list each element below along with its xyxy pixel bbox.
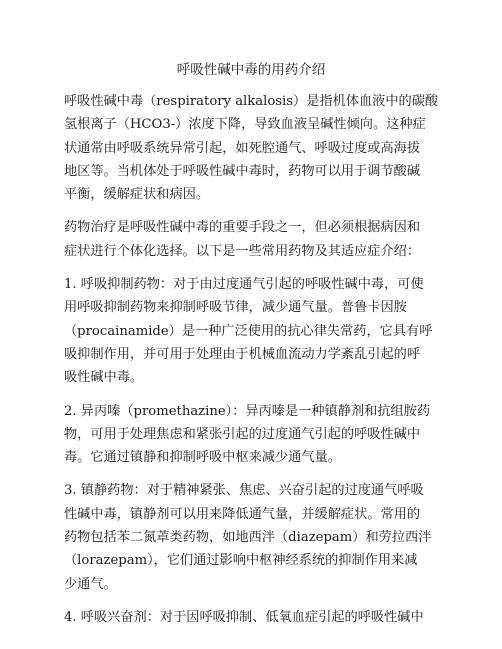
paragraph-line: 物，可用于处理焦虑和紧张引起的过度通气引起的呼吸性碱中 bbox=[64, 426, 421, 442]
paragraph-item-2 bbox=[64, 400, 438, 470]
paragraph-line: 呼吸性碱中毒（respiratory alkalosis）是指机体血液中的碳酸 bbox=[64, 94, 439, 109]
paragraph-line: 少通气。 bbox=[64, 576, 117, 592]
paragraph-line: 氢根离子（HCO3-）浓度下降，导致血液呈碱性倾向。这种症 bbox=[64, 117, 426, 133]
paragraph-item-4 bbox=[64, 606, 438, 629]
paragraph-line: 性碱中毒，镇静剂可以用来降低通气量，并缓解症状。常用的 bbox=[64, 506, 421, 522]
paragraph-line: 药物包括苯二氮䓬类药物，如地西泮（diazepam）和劳拉西泮 bbox=[64, 530, 432, 546]
paragraph-line: 用呼吸抑制药物来抑制呼吸节律，减少通气量。普鲁卡因胺 bbox=[64, 300, 407, 316]
paragraph-line: 状通常由呼吸系统异常引起，如死腔通气、呼吸过度或高海拔 bbox=[64, 140, 421, 156]
paragraph-overview bbox=[64, 216, 438, 263]
paragraph-line: 3. 镇静药物：对于精神紧张、焦虑、兴奋引起的过度通气呼吸 bbox=[64, 483, 424, 499]
paragraph-line: 吸抑制作用，并可用于处理由于机械血流动力学紊乱引起的呼 bbox=[64, 346, 421, 362]
paragraph-item-3 bbox=[64, 479, 438, 595]
paragraph-item-1 bbox=[64, 273, 438, 389]
paragraph-line: （procainamide）是一种广泛使用的抗心律失常药，它具有呼 bbox=[64, 323, 433, 339]
paragraph-intro bbox=[64, 90, 438, 206]
paragraph-line: 1. 呼吸抑制药物：对于由过度通气引起的呼吸性碱中毒，可使 bbox=[64, 277, 424, 293]
paragraph-line: 2. 异丙嗪（promethazine）：异丙嗪是一种镇静剂和抗组胺药 bbox=[64, 403, 431, 419]
paragraph-line: 吸性碱中毒。 bbox=[64, 370, 144, 386]
paragraph-line: （lorazepam），它们通过影响中枢神经系统的抑制作用来减 bbox=[64, 553, 418, 569]
paragraph-line: 4. 呼吸兴奋剂：对于因呼吸抑制、低氧血症引起的呼吸性碱中 bbox=[64, 609, 424, 625]
paragraph-line: 药物治疗是呼吸性碱中毒的重要手段之一，但必须根据病因和 bbox=[64, 220, 421, 236]
document-title: 呼吸性碱中毒的用药介绍 bbox=[176, 62, 326, 78]
paragraph-line: 平衡，缓解症状和病因。 bbox=[64, 187, 210, 203]
paragraph-line: 毒。它通过镇静和抑制呼吸中枢来减少通气量。 bbox=[64, 450, 341, 466]
paragraph-line: 症状进行个体化选择。以下是一些常用药物及其适应症介绍： bbox=[64, 243, 421, 259]
paragraph-line: 地区等。当机体处于呼吸性碱中毒时，药物可以用于调节酸碱 bbox=[64, 163, 421, 179]
